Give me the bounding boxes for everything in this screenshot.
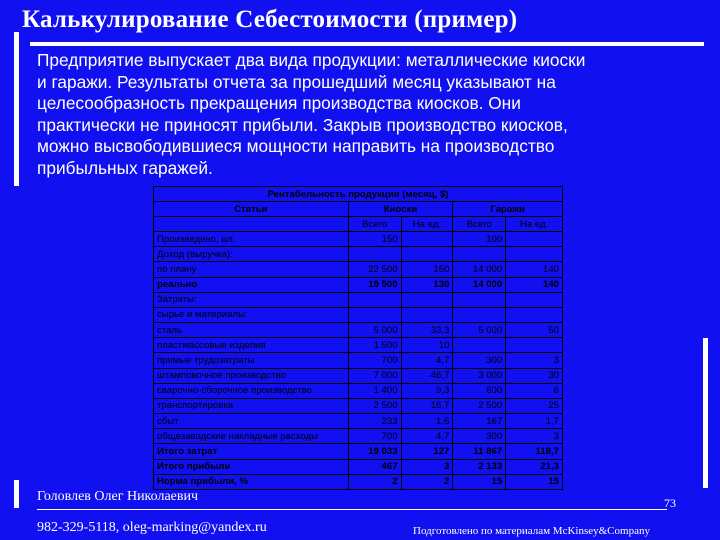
garage-unit-cell: 15 [506,474,563,489]
garage-total-cell: 300 [453,429,506,444]
paragraph-line: Предприятие выпускает два вида продукции: металлические киоски [37,50,586,70]
table-row [154,338,563,353]
kiosk-unit-cell: 1,6 [401,414,453,429]
row-label: Норма прибыли, % [154,474,349,489]
profitability-table [153,186,563,490]
kiosk-unit-cell: 127 [401,444,453,459]
garage-total-cell: 167 [453,414,506,429]
table-row [154,277,563,292]
kiosk-unit-cell: 16,7 [401,398,453,413]
kiosk-total-cell: 2 [348,474,401,489]
garage-unit-cell: 140 [506,262,563,277]
footer-rule [14,480,19,508]
garage-unit-cell [506,307,563,322]
paragraph-line: практически не приносят прибыли. Закрыв производство киосков, [37,114,568,135]
kiosk-unit-cell: 3 [401,459,453,474]
kiosk-unit-cell: 9,3 [401,383,453,398]
row-label: сталь [154,323,349,338]
table-row [154,444,563,459]
row-label: Итого затрат [154,444,349,459]
kiosk-total-cell: 1 500 [348,338,401,353]
garage-total-cell [453,292,506,307]
right-vertical-rule [703,338,708,488]
kiosk-unit-cell: 33,3 [401,323,453,338]
kiosk-total-cell: 467 [348,459,401,474]
kiosk-total-cell: 19 500 [348,277,401,292]
kiosk-total-cell: 700 [348,429,401,444]
table-row [154,398,563,413]
table-caption: Рентабельность продукции (месяц, $) [154,187,563,202]
garage-total-cell: 5 000 [453,323,506,338]
row-label: сырье и материалы: [154,307,349,322]
row-label: по плану [154,262,349,277]
table-row [154,474,563,489]
kiosk-total-cell: 19 033 [348,444,401,459]
kiosk-total-cell: 700 [348,353,401,368]
row-label: сварочно-сборочное производство [154,383,349,398]
kiosk-unit-cell [401,307,453,322]
garage-total-cell: 14 000 [453,262,506,277]
row-label: прямые трудозатраты [154,353,349,368]
garage-total-cell [453,247,506,262]
table-row [154,459,563,474]
garage-unit-cell: 1,7 [506,414,563,429]
kiosk-unit-cell: 2 [401,474,453,489]
kiosk-total-cell [348,292,401,307]
row-label: реально [154,277,349,292]
kiosk-unit-cell: 150 [401,262,453,277]
garage-unit-cell: 25 [506,398,563,413]
footer-underline [37,509,667,510]
garage-unit-cell [506,338,563,353]
kiosk-total-cell: 5 000 [348,323,401,338]
garage-total-cell: 2 500 [453,398,506,413]
table-row [154,262,563,277]
garage-unit-cell: 118,7 [506,444,563,459]
row-label: сбыт [154,414,349,429]
garage-total-cell: 100 [453,232,506,247]
row-label: Итого прибыли [154,459,349,474]
row-label: пластмассовые изделия [154,338,349,353]
title-underline [30,42,704,46]
garage-unit-cell [506,232,563,247]
row-label: транспортировка [154,398,349,413]
kiosk-unit-cell: 46,7 [401,368,453,383]
header-kiosk-total: Всего [348,217,401,232]
table-row [154,429,563,444]
header-kiosks: Киоски [348,202,453,217]
kiosk-total-cell: 7 000 [348,368,401,383]
garage-unit-cell: 30 [506,368,563,383]
garage-unit-cell: 50 [506,323,563,338]
table-row [154,323,563,338]
kiosk-unit-cell: 4,7 [401,429,453,444]
garage-unit-cell [506,247,563,262]
paragraph-line: можно высвободившиеся мощности направить на производство [37,136,555,157]
kiosk-total-cell [348,247,401,262]
slide-title: Калькулирование Себестоимости (пример) [22,6,518,33]
kiosk-total-cell: 150 [348,232,401,247]
page-number: 73 [664,496,676,510]
row-label: штамповочное производство [154,368,349,383]
garage-total-cell: 11 867 [453,444,506,459]
garage-total-cell [453,338,506,353]
row-label: общезаводские накладные расходы [154,429,349,444]
kiosk-unit-cell [401,247,453,262]
intro-paragraph [37,50,687,180]
kiosk-unit-cell: 4,7 [401,353,453,368]
table-row [154,414,563,429]
garage-unit-cell [506,292,563,307]
row-label: Произведено, шт. [154,232,349,247]
garage-unit-cell: 3 [506,429,563,444]
kiosk-unit-cell: 130 [401,277,453,292]
garage-total-cell [453,307,506,322]
contact-info: 982-329-5118, oleg-marking@yandex.ru [37,520,267,535]
kiosk-unit-cell: 10 [401,338,453,353]
kiosk-unit-cell [401,232,453,247]
garage-total-cell: 14 000 [453,277,506,292]
table-row [154,247,563,262]
garage-total-cell: 3 000 [453,368,506,383]
header-blank [154,217,349,232]
author-name: Головлев Олег Николаевич [37,489,199,504]
table-row [154,292,563,307]
paragraph-line: и гаражи. Результаты отчета за прошедший месяц указывают на [37,71,556,92]
paragraph-line: целесообразность прекращения производства киосков. Они [37,93,521,114]
header-kiosk-unit: На ед. [401,217,453,232]
garage-unit-cell: 6 [506,383,563,398]
table-row [154,232,563,247]
table-row [154,353,563,368]
table-row [154,368,563,383]
garage-total-cell: 600 [453,383,506,398]
header-articles: Статьи [154,202,349,217]
source-note: Подготовлено по материалам McKinsey&Company [413,525,650,537]
kiosk-total-cell: 22 500 [348,262,401,277]
header-garage-total: Всего [453,217,506,232]
paragraph-line: прибыльных гаражей. [37,157,213,178]
garage-total-cell: 300 [453,353,506,368]
header-garages: Гаражи [453,202,563,217]
kiosk-unit-cell [401,292,453,307]
kiosk-total-cell: 2 500 [348,398,401,413]
table-row [154,307,563,322]
garage-unit-cell: 3 [506,353,563,368]
garage-total-cell: 2 133 [453,459,506,474]
garage-unit-cell: 21,3 [506,459,563,474]
kiosk-total-cell [348,307,401,322]
table-row [154,383,563,398]
garage-total-cell: 15 [453,474,506,489]
header-garage-unit: На ед. [506,217,563,232]
kiosk-total-cell: 1 400 [348,383,401,398]
kiosk-total-cell: 233 [348,414,401,429]
left-vertical-rule [14,32,19,186]
row-label: Доход (выручка): [154,247,349,262]
row-label: Затраты: [154,292,349,307]
garage-unit-cell: 140 [506,277,563,292]
